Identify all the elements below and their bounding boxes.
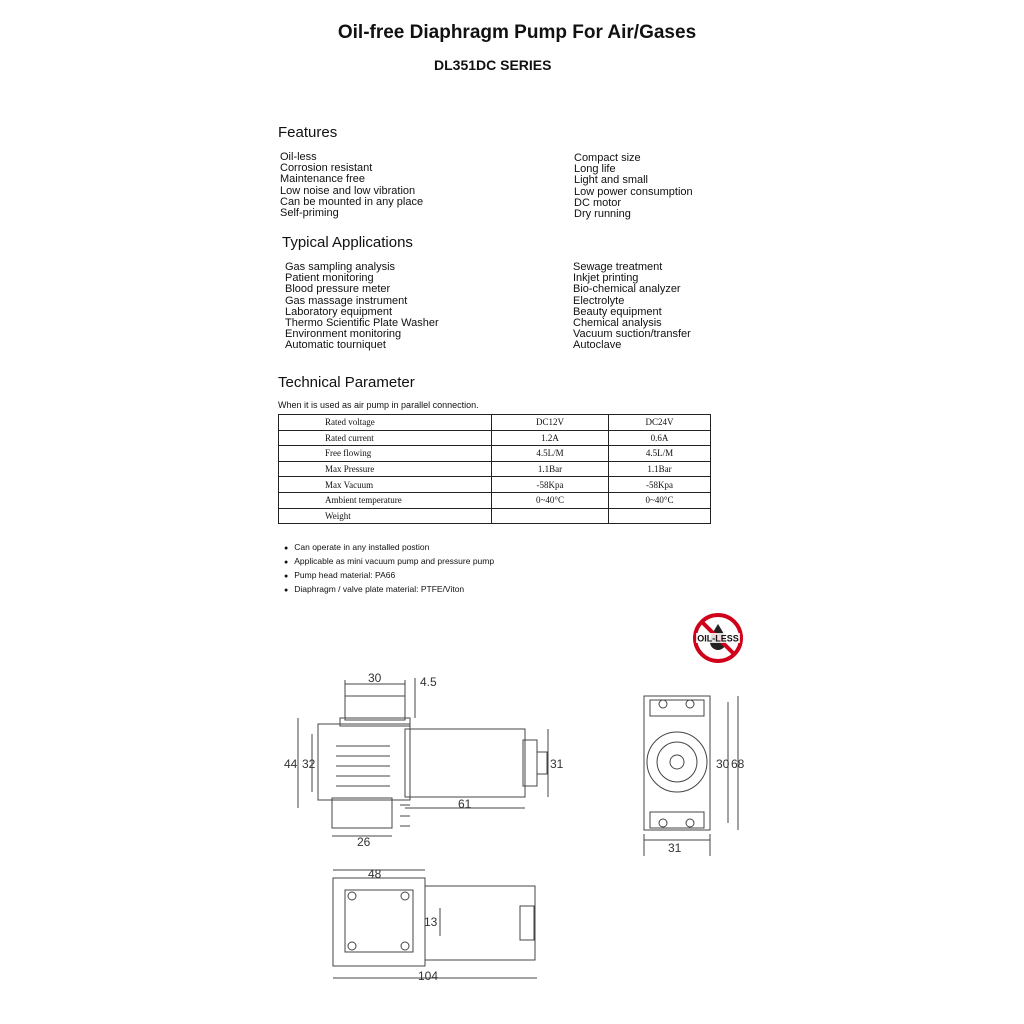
series-subtitle: DL351DC SERIES <box>434 57 552 73</box>
features-heading: Features <box>278 124 338 141</box>
document-title: Oil-free Diaphragm Pump For Air/Gases <box>337 22 697 43</box>
param-value-24v: DC24V <box>609 415 711 431</box>
list-item: Oil-less <box>280 151 317 163</box>
parameter-note: When it is used as air pump in parallel connection. <box>278 400 479 410</box>
dim-label: 32 <box>302 757 316 771</box>
param-value-24v: 0~40°C <box>609 492 711 508</box>
badge-label: OIL-LESS <box>697 633 739 644</box>
param-value-24v: 1.1Bar <box>609 461 711 477</box>
dim-label: 104 <box>418 969 439 983</box>
list-item: Self-priming <box>280 207 339 220</box>
param-label: Rated current <box>279 430 492 446</box>
param-value-12v: 4.5L/M <box>492 446 609 462</box>
dim-label: 48 <box>368 867 382 881</box>
side-view-drawing <box>298 678 548 836</box>
list-item: Long life <box>574 163 616 176</box>
list-item: Thermo Scientific Plate Washer <box>285 317 439 330</box>
dim-label: 30 <box>716 757 730 771</box>
list-item: Maintenance free <box>280 173 365 186</box>
list-item: Inkjet printing <box>573 272 639 285</box>
param-value-12v: 1.2A <box>492 430 609 446</box>
list-item: Light and small <box>574 174 648 187</box>
param-value-12v: 0~40°C <box>492 492 609 508</box>
applications-heading: Typical Applications <box>282 234 413 251</box>
list-item: Electrolyte <box>573 294 625 307</box>
param-value-24v: 0.6A <box>609 430 711 446</box>
dim-label: 31 <box>668 841 682 855</box>
technical-heading: Technical Parameter <box>278 374 415 391</box>
list-item: Gas sampling analysis <box>285 261 396 273</box>
dim-label: 13 <box>424 915 438 929</box>
list-item: Chemical analysis <box>573 317 662 330</box>
list-item: Beauty equipment <box>573 305 662 318</box>
list-item: Compact size <box>574 152 641 164</box>
list-item: Low power consumption <box>574 185 693 198</box>
list-item: Patient monitoring <box>285 272 374 285</box>
list-item: Gas massage instrument <box>285 294 408 307</box>
param-label: Free flowing <box>279 446 492 462</box>
dim-label: 30 <box>368 671 382 685</box>
list-item: DC motor <box>574 196 622 209</box>
list-item: ● Applicable as mini vacuum pump and pressure pump <box>284 556 494 570</box>
param-label: Max Pressure <box>279 461 492 477</box>
param-label: Rated voltage <box>279 415 492 431</box>
param-value-24v: -58Kpa <box>609 477 711 493</box>
dim-label: 68 <box>731 757 745 771</box>
list-item: Blood pressure meter <box>285 283 391 296</box>
param-value-12v: DC12V <box>492 415 609 431</box>
list-item: Sewage treatment <box>573 261 663 273</box>
list-item: Corrosion resistant <box>280 162 373 175</box>
list-item: Bio-chemical analyzer <box>573 283 681 296</box>
front-view-drawing <box>644 696 738 856</box>
list-item: Environment monitoring <box>285 328 402 341</box>
list-item: Low noise and low vibration <box>280 184 416 197</box>
list-item: ● Pump head material: PA66 <box>284 570 494 584</box>
dim-label: 61 <box>458 797 472 811</box>
list-item: ● Can operate in any installed postion <box>284 542 494 556</box>
param-label: Ambient temperature <box>279 492 492 508</box>
dim-label: 4.5 <box>420 675 437 689</box>
list-item: Autoclave <box>573 339 622 352</box>
list-item: Laboratory equipment <box>285 305 393 318</box>
list-item: Automatic tourniquet <box>285 339 386 352</box>
list-item: ● Diaphragm / valve plate material: PTFE/Viton <box>284 584 494 598</box>
param-value-12v: 1.1Bar <box>492 461 609 477</box>
param-label: Weight <box>279 508 492 524</box>
dim-label: 44 <box>284 757 298 771</box>
param-label: Max Vacuum <box>279 477 492 493</box>
dim-label: 31 <box>550 757 564 771</box>
dim-label: 26 <box>357 835 371 849</box>
param-value-12v: -58Kpa <box>492 477 609 493</box>
param-value-24v: 4.5L/M <box>609 446 711 462</box>
list-item: Dry running <box>574 208 631 221</box>
list-item: Can be mounted in any place <box>280 195 424 208</box>
list-item: Vacuum suction/transfer <box>573 328 691 341</box>
